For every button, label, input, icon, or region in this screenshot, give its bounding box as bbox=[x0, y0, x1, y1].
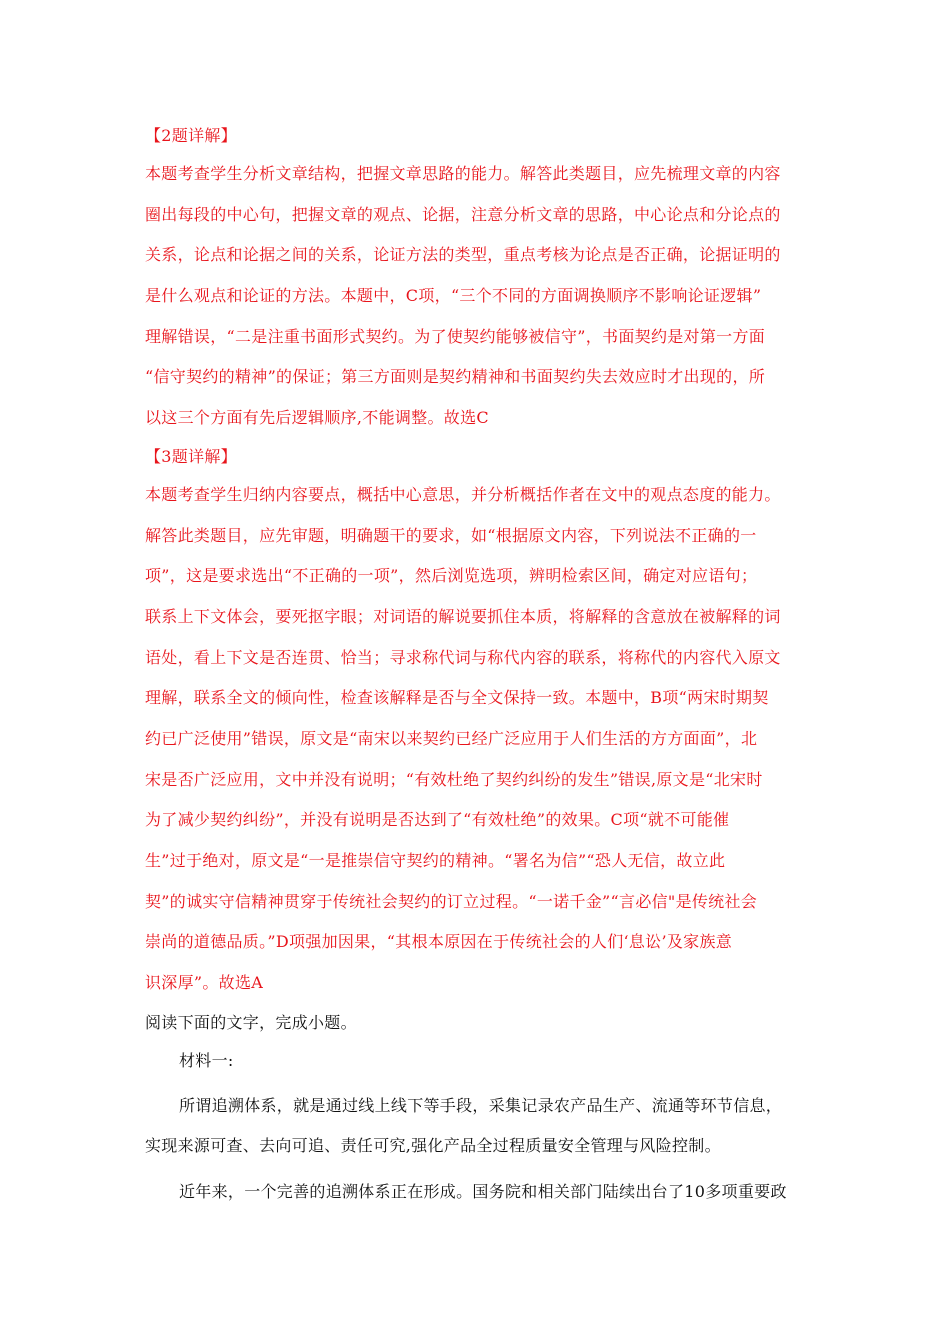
section-2-body bbox=[145, 154, 815, 439]
section-3-line: 语处，看上下文是否连贯、恰当；寻求称代词与称代内容的联系，将称代的内容代入原文 bbox=[145, 647, 781, 667]
section-3-line: 项”，这是要求选出“不正确的一项”，然后浏览选项，辨明检索区间，确定对应语句； bbox=[145, 566, 758, 586]
section-3-line: 契”的诚实守信精神贯穿于传统社会契约的订立过程。“一诺千金”“言必信"是传统社会 bbox=[145, 891, 758, 911]
material-label: 材料一: bbox=[179, 1050, 234, 1070]
section-3-line: 宋是否广泛应用，文中并没有说明；“有效杜绝了契约纠纷的发生”错误,原文是“北宋时 bbox=[145, 769, 763, 789]
reading-instruction: 阅读下面的文字，完成小题。 bbox=[145, 1012, 357, 1032]
paragraph-2-line-1: 近年来，一个完善的追溯体系正在形成。国务院和相关部门陆续出台了10多项重要政 bbox=[179, 1181, 787, 1201]
section-2-line: 圈出每段的中心句，把握文章的观点、论据，注意分析文章的思路，中心论点和分论点的 bbox=[145, 204, 781, 224]
document-page bbox=[145, 118, 815, 1212]
section-3-line: 约已广泛使用”错误，原文是“南宋以来契约已经广泛应用于人们生活的方方面面”，北 bbox=[145, 728, 758, 748]
section-3-line: 识深厚”。故选A bbox=[145, 973, 264, 993]
paragraph-1-line-2: 实现来源可查、去向可追、责任可究,强化产品全过程质量安全管理与风险控制。 bbox=[145, 1135, 721, 1155]
section-2-line: 以这三个方面有先后逻辑顺序,不能调整。故选C bbox=[145, 408, 489, 428]
section-3-line: 联系上下文体会，要死抠字眼；对词语的解说要抓住本质，将解释的含意放在被解释的词 bbox=[145, 606, 781, 626]
section-2-line: “信守契约的精神”的保证；第三方面则是契约精神和书面契约失去效应时才出现的，所 bbox=[145, 367, 766, 387]
section-2-line: 理解错误，“二是注重书面形式契约。为了使契约能够被信守”，书面契约是对第一方面 bbox=[145, 326, 766, 346]
section-3-line: 理解，联系全文的倾向性，检查该解释是否与全文保持一致。本题中，B项“两宋时期契 bbox=[145, 688, 769, 708]
section-2-heading: 【2题详解】 bbox=[145, 126, 237, 145]
section-3-line: 崇尚的道德品质。”D项强加因果，“其根本原因在于传统社会的人们‘息讼’及家族意 bbox=[145, 932, 733, 952]
section-3-line: 生”过于绝对，原文是“一是推崇信守契约的精神。“署名为信”“恐人无信，故立此 bbox=[145, 851, 726, 870]
section-3-line: 本题考查学生归纳内容要点，概括中心意思，并分析概括作者在文中的观点态度的能力。 bbox=[145, 484, 781, 504]
section-2-line: 是什么观点和论证的方法。本题中，C项，“三个不同的方面调换顺序不影响论证逻辑” bbox=[145, 286, 762, 306]
section-3-line: 解答此类题目，应先审题，明确题干的要求，如“根据原文内容，下列说法不正确的一 bbox=[145, 525, 757, 545]
paragraph-1-line-1: 所谓追溯体系，就是通过线上线下等手段，采集记录农产品生产、流通等环节信息， bbox=[179, 1095, 783, 1115]
section-3-line: 为了减少契约纠纷”，并没有说明是否达到了“有效杜绝”的效果。C项“就不可能催 bbox=[145, 810, 730, 830]
section-3-heading: 【3题详解】 bbox=[145, 446, 237, 466]
section-2-line: 本题考查学生分析文章结构，把握文章思路的能力。解答此类题目，应先梳理文章的内容 bbox=[145, 164, 781, 183]
section-2-line: 关系，论点和论据之间的关系，论证方法的类型，重点考核为论点是否正确，论据证明的 bbox=[145, 245, 781, 265]
section-3-body bbox=[145, 475, 815, 1004]
